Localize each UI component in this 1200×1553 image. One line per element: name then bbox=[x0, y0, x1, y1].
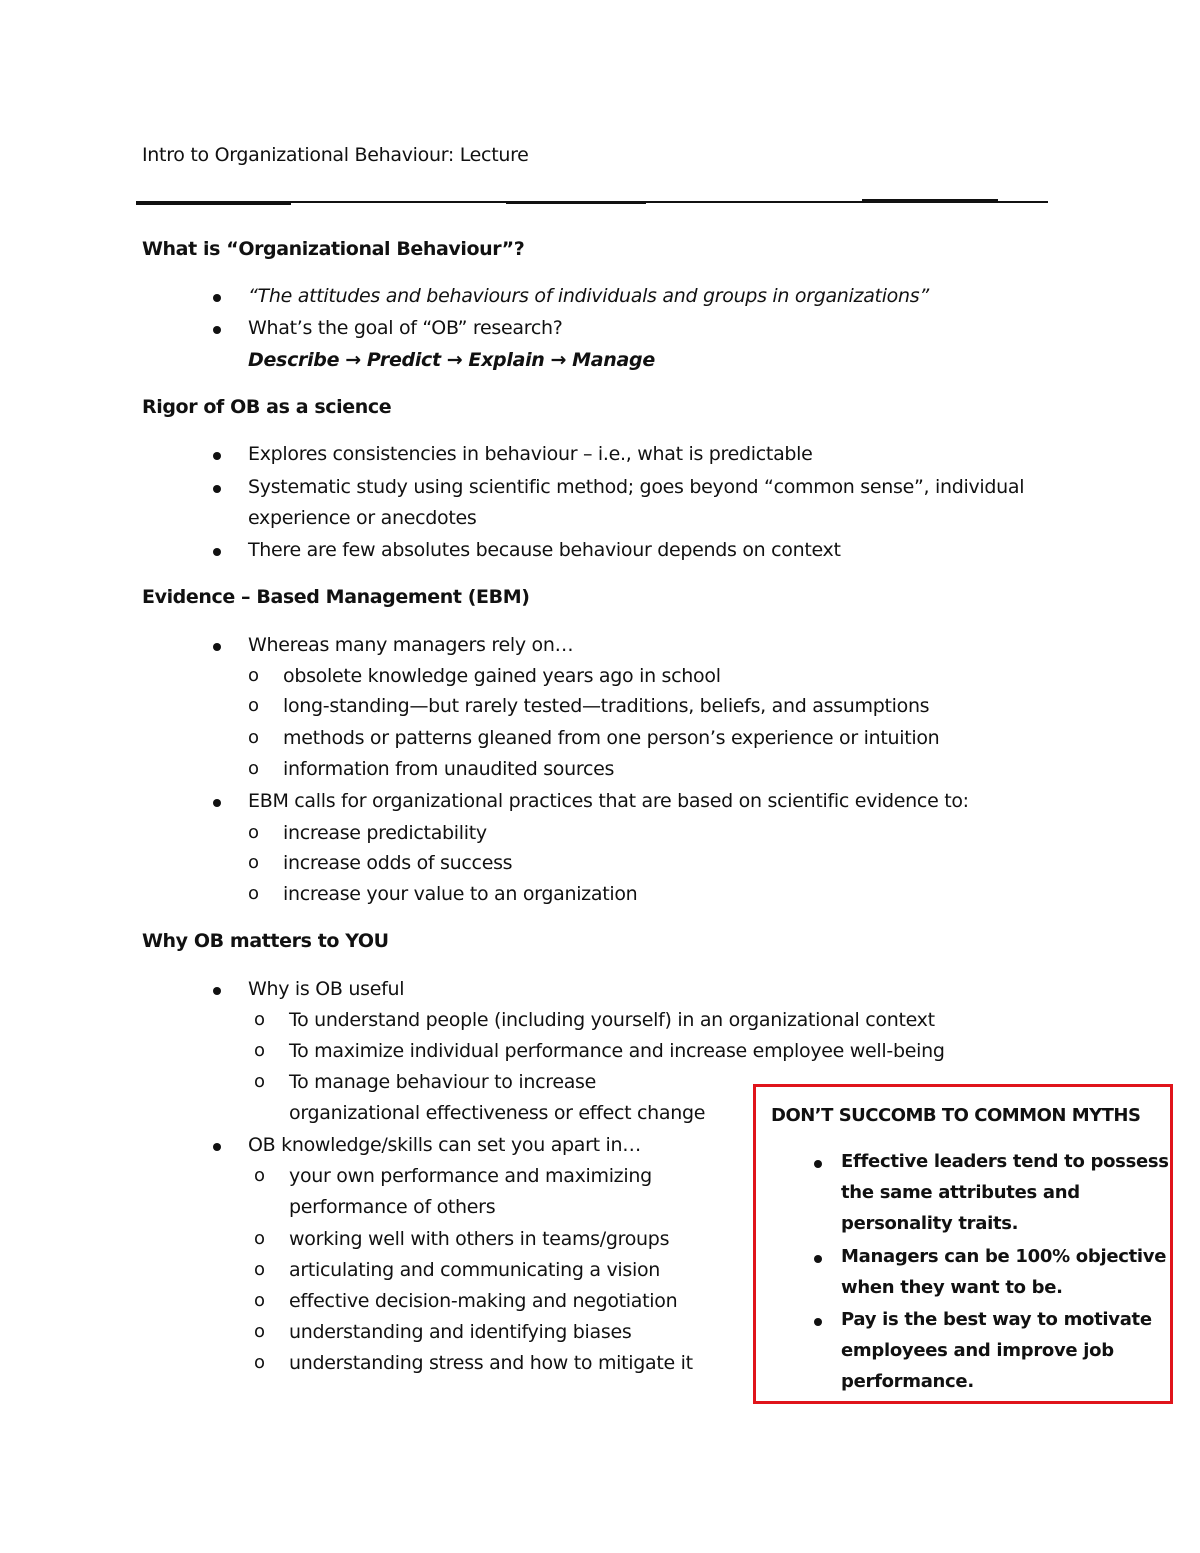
bullet-icon bbox=[213, 294, 221, 302]
sub-list-item: understanding stress and how to mitigate it bbox=[289, 1352, 693, 1374]
arrow-right-icon: → bbox=[345, 349, 361, 371]
section-heading-what-is-ob: What is “Organizational Behaviour”? bbox=[142, 238, 525, 260]
myth-text: the same attributes and bbox=[841, 1182, 1080, 1203]
bullet-icon bbox=[213, 326, 221, 334]
document-title: Intro to Organizational Behaviour: Lecture bbox=[142, 144, 529, 166]
sub-list-item: To maximize individual performance and increase employee well-being bbox=[289, 1040, 945, 1062]
sub-list-item: methods or patterns gleaned from one person’s experience or intuition bbox=[283, 727, 940, 749]
myths-callout-box bbox=[753, 1084, 1173, 1404]
list-item: There are few absolutes because behaviour depends on context bbox=[248, 539, 841, 561]
sub-bullet-icon: o bbox=[254, 1352, 266, 1373]
myth-text: performance. bbox=[841, 1371, 974, 1392]
myth-text: employees and improve job bbox=[841, 1340, 1114, 1361]
research-flow bbox=[248, 349, 655, 371]
bullet-icon bbox=[213, 643, 221, 651]
sub-list-item: increase odds of success bbox=[283, 852, 513, 874]
sub-bullet-icon: o bbox=[248, 883, 260, 904]
sub-list-item: long-standing—but rarely tested—traditions, beliefs, and assumptions bbox=[283, 695, 930, 717]
sub-bullet-icon: o bbox=[248, 695, 260, 716]
flow-step-manage: Manage bbox=[572, 349, 655, 371]
bullet-icon bbox=[814, 1160, 822, 1168]
sub-list-item: your own performance and maximizing bbox=[289, 1165, 652, 1187]
myth-text: Pay is the best way to motivate bbox=[841, 1309, 1152, 1330]
sub-list-item: obsolete knowledge gained years ago in school bbox=[283, 665, 721, 687]
title-underline-segment bbox=[136, 202, 291, 205]
bullet-icon bbox=[213, 452, 221, 460]
flow-step-explain: Explain bbox=[468, 349, 545, 371]
sub-list-item: To manage behaviour to increase bbox=[289, 1071, 597, 1093]
myth-text: Effective leaders tend to possess bbox=[841, 1151, 1169, 1172]
sub-list-item: To understand people (including yourself) in an organizational context bbox=[289, 1009, 935, 1031]
list-item: Explores consistencies in behaviour – i.e., what is predictable bbox=[248, 443, 813, 465]
bullet-icon bbox=[213, 799, 221, 807]
flow-step-describe: Describe bbox=[248, 349, 340, 371]
sub-list-item: working well with others in teams/groups bbox=[289, 1228, 670, 1250]
sub-list-item: understanding and identifying biases bbox=[289, 1321, 632, 1343]
list-item: Whereas many managers rely on… bbox=[248, 634, 574, 656]
definition-text: “The attitudes and behaviours of individuals and groups in organizations” bbox=[248, 285, 929, 307]
bullet-icon bbox=[213, 987, 221, 995]
list-item: Why is OB useful bbox=[248, 978, 405, 1000]
myths-title: DON’T SUCCOMB TO COMMON MYTHS bbox=[771, 1105, 1141, 1126]
sub-bullet-icon: o bbox=[254, 1321, 266, 1342]
sub-list-item: increase predictability bbox=[283, 822, 487, 844]
myth-text: when they want to be. bbox=[841, 1277, 1063, 1298]
flow-step-predict: Predict bbox=[366, 349, 441, 371]
sub-bullet-icon: o bbox=[254, 1259, 266, 1280]
bullet-icon bbox=[814, 1318, 822, 1326]
myth-text: personality traits. bbox=[841, 1213, 1019, 1234]
bullet-icon bbox=[213, 1143, 221, 1151]
sub-bullet-icon: o bbox=[248, 822, 260, 843]
myth-text: Managers can be 100% objective bbox=[841, 1246, 1167, 1267]
sub-bullet-icon: o bbox=[248, 852, 260, 873]
bullet-icon bbox=[213, 485, 221, 493]
bullet-icon bbox=[213, 548, 221, 556]
sub-bullet-icon: o bbox=[248, 758, 260, 779]
sub-list-item-continuation: organizational effectiveness or effect change bbox=[289, 1102, 706, 1124]
sub-list-item-continuation: performance of others bbox=[289, 1196, 496, 1218]
sub-bullet-icon: o bbox=[248, 727, 260, 748]
sub-list-item: effective decision-making and negotiation bbox=[289, 1290, 678, 1312]
goal-question: What’s the goal of “OB” research? bbox=[248, 317, 563, 339]
sub-bullet-icon: o bbox=[254, 1071, 266, 1092]
section-heading-ebm: Evidence – Based Management (EBM) bbox=[142, 586, 530, 608]
sub-bullet-icon: o bbox=[254, 1040, 266, 1061]
bullet-icon bbox=[814, 1255, 822, 1263]
sub-bullet-icon: o bbox=[254, 1009, 266, 1030]
list-item: Systematic study using scientific method; goes beyond “common sense”, individual bbox=[248, 476, 1025, 498]
sub-bullet-icon: o bbox=[254, 1165, 266, 1186]
sub-bullet-icon: o bbox=[254, 1228, 266, 1249]
sub-bullet-icon: o bbox=[248, 665, 260, 686]
arrow-right-icon: → bbox=[550, 349, 567, 371]
title-underline-segment bbox=[506, 201, 646, 204]
arrow-right-icon: → bbox=[446, 349, 463, 371]
title-underline-segment bbox=[862, 199, 998, 202]
list-item: EBM calls for organizational practices that are based on scientific evidence to: bbox=[248, 790, 969, 812]
section-heading-rigor: Rigor of OB as a science bbox=[142, 396, 392, 418]
list-item-continuation: experience or anecdotes bbox=[248, 507, 477, 529]
sub-bullet-icon: o bbox=[254, 1290, 266, 1311]
sub-list-item: increase your value to an organization bbox=[283, 883, 638, 905]
sub-list-item: information from unaudited sources bbox=[283, 758, 615, 780]
list-item: OB knowledge/skills can set you apart in… bbox=[248, 1134, 641, 1156]
section-heading-why-ob-matters: Why OB matters to YOU bbox=[142, 930, 389, 952]
sub-list-item: articulating and communicating a vision bbox=[289, 1259, 661, 1281]
